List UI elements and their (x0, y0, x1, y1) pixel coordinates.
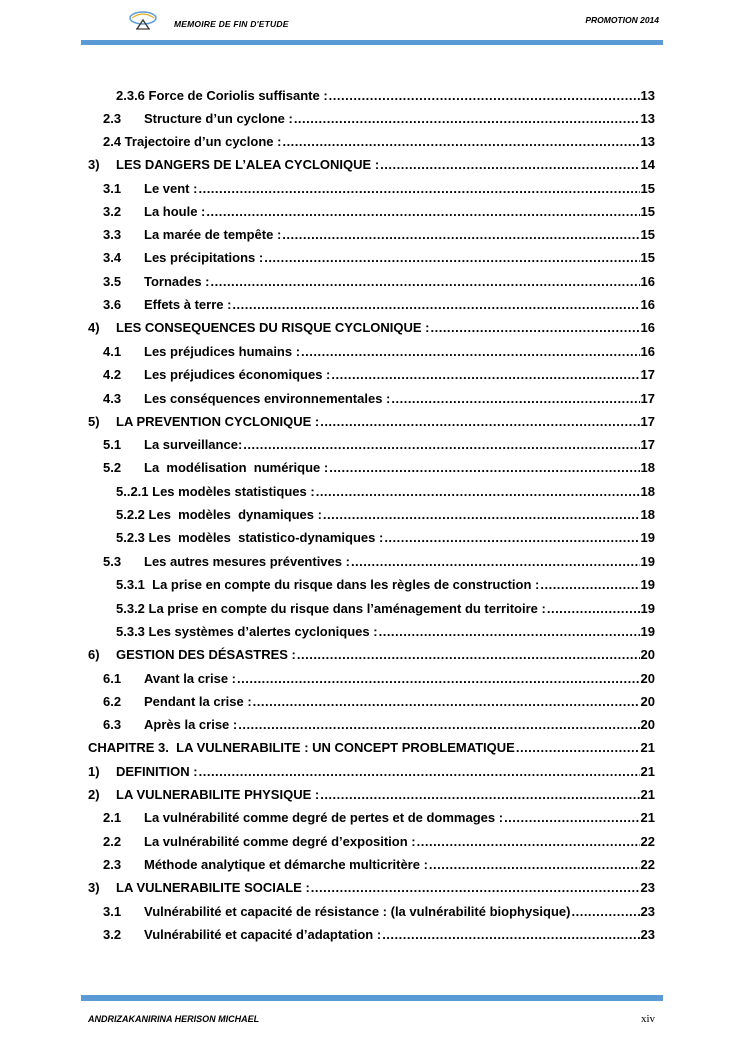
toc-entry-page: 21 (640, 764, 655, 779)
toc-entry-page: 13 (640, 88, 655, 103)
toc-entry-leader-dots (238, 715, 639, 735)
toc-entry-page: 15 (640, 250, 655, 265)
toc-entry-leader-dots (294, 109, 640, 129)
header-promotion: PROMOTION 2014 (585, 15, 659, 25)
toc-entry-leader-dots (199, 762, 640, 782)
toc-entry-title: 5.3.2 La prise en compte du risque dans l’aménagement du territoire : (116, 601, 546, 616)
toc-entry-page: 17 (640, 437, 655, 452)
toc-entry-page: 20 (640, 647, 655, 662)
toc-entry-title: 5..2.1 Les modèles statistiques : (116, 484, 315, 499)
toc-entry-leader-dots (297, 645, 640, 665)
toc-entry-page: 13 (640, 134, 655, 149)
toc-entry[interactable] (103, 458, 655, 478)
toc-entry-leader-dots (351, 552, 640, 572)
toc-entry-title: Les conséquences environnementales : (144, 391, 391, 406)
toc-entry-number: 3.6 (103, 297, 122, 312)
toc-entry-title: La vulnérabilité comme degré d’exposition : (144, 834, 416, 849)
toc-entry-leader-dots (320, 412, 639, 432)
toc-entry-leader-dots (331, 365, 639, 385)
toc-entry[interactable] (103, 272, 655, 292)
toc-entry-number: 5.3 (103, 554, 122, 569)
toc-entry-leader-dots (547, 599, 640, 619)
toc-entry-number: 4.1 (103, 344, 122, 359)
toc-entry[interactable] (103, 248, 655, 268)
toc-entry-number: 4) (88, 320, 100, 335)
toc-entry-leader-dots (301, 342, 639, 362)
toc-entry[interactable] (116, 86, 655, 106)
toc-entry-title: 5.3.3 Les systèmes d’alertes cycloniques : (116, 624, 378, 639)
toc-entry-page: 16 (640, 274, 655, 289)
toc-entry-page: 19 (640, 554, 655, 569)
toc-entry-title: La surveillance: (144, 437, 243, 452)
toc-entry-number: 3) (88, 880, 100, 895)
toc-entry-page: 22 (640, 857, 655, 872)
toc-entry-page: 17 (640, 414, 655, 429)
toc-entry-title: GESTION DES DÉSASTRES : (116, 647, 296, 662)
toc-entry-leader-dots (384, 528, 639, 548)
toc-entry[interactable] (103, 925, 655, 945)
footer-divider (81, 995, 663, 1001)
toc-entry-leader-dots (429, 855, 640, 875)
toc-entry-page: 23 (640, 904, 655, 919)
toc-entry-page: 18 (640, 460, 655, 475)
toc-entry-page: 21 (640, 810, 655, 825)
toc-entry-page: 20 (640, 671, 655, 686)
toc-entry-number: 3.2 (103, 927, 122, 942)
toc-entry-page: 15 (640, 227, 655, 242)
toc-entry-leader-dots (329, 86, 640, 106)
toc-entry[interactable] (103, 855, 655, 875)
toc-entry-title: LES DANGERS DE L’ALEA CYCLONIQUE : (116, 157, 380, 172)
toc-entry[interactable] (88, 412, 655, 432)
toc-entry-page: 22 (640, 834, 655, 849)
toc-entry[interactable] (103, 715, 655, 735)
toc-entry-number: 3.5 (103, 274, 122, 289)
toc-entry-page: 13 (640, 111, 655, 126)
toc-entry-page: 14 (640, 157, 655, 172)
toc-entry-title: Vulnérabilité et capacité d’adaptation : (144, 927, 382, 942)
toc-entry-number: 3) (88, 157, 100, 172)
toc-entry-title: CHAPITRE 3. LA VULNERABILITE : UN CONCEPT PROBLEMATIQUE (88, 740, 515, 755)
toc-entry-number: 2.1 (103, 810, 122, 825)
toc-entry[interactable] (116, 505, 655, 525)
toc-entry-page: 15 (640, 204, 655, 219)
toc-entry-title: LA VULNERABILITE PHYSIQUE : (116, 787, 320, 802)
toc-entry-title: Après la crise : (144, 717, 238, 732)
toc-entry-page: 19 (640, 530, 655, 545)
toc-entry[interactable] (116, 482, 655, 502)
toc-entry-number: 3.3 (103, 227, 122, 242)
toc-entry-leader-dots (382, 925, 639, 945)
toc-entry-leader-dots (311, 878, 640, 898)
toc-entry-number: 6) (88, 647, 100, 662)
toc-entry-title: Pendant la crise : (144, 694, 252, 709)
toc-entry-title: Avant la crise : (144, 671, 237, 686)
toc-entry-title: Les préjudices humains : (144, 344, 301, 359)
toc-entry-number: 2.3 (103, 857, 122, 872)
toc-entry-number: 2.3 (103, 111, 122, 126)
toc-entry-number: 1) (88, 764, 100, 779)
toc-entry-title: La marée de tempête : (144, 227, 282, 242)
toc-entry-leader-dots (232, 295, 639, 315)
toc-entry-leader-dots (323, 505, 640, 525)
toc-entry[interactable] (88, 645, 655, 665)
toc-entry[interactable] (103, 832, 655, 852)
footer-page-number: xiv (640, 1013, 655, 1025)
toc-entry-number: 2.2 (103, 834, 122, 849)
toc-entry-page: 17 (640, 391, 655, 406)
toc-entry[interactable] (103, 202, 655, 222)
toc-entry-leader-dots (211, 272, 640, 292)
toc-entry-leader-dots (379, 622, 640, 642)
toc-entry[interactable] (88, 785, 655, 805)
toc-entry-title: Le vent : (144, 181, 198, 196)
toc-entry[interactable] (88, 878, 655, 898)
toc-entry-title: LES CONSEQUENCES DU RISQUE CYCLONIQUE : (116, 320, 430, 335)
university-logo-icon (128, 9, 158, 31)
toc-entry-title: La vulnérabilité comme degré de pertes et de dommages : (144, 810, 504, 825)
toc-entry-leader-dots (391, 389, 639, 409)
toc-entry-leader-dots (198, 179, 639, 199)
toc-entry-title: Vulnérabilité et capacité de résistance : (la vulnérabilité biophysique) (144, 904, 571, 919)
toc-entry-page: 20 (640, 694, 655, 709)
toc-entry-title: 5.2.2 Les modèles dynamiques : (116, 507, 322, 522)
toc-entry-page: 15 (640, 181, 655, 196)
toc-entry-number: 3.1 (103, 181, 122, 196)
toc-entry-number: 5.2 (103, 460, 122, 475)
toc-entry-title: Les autres mesures préventives : (144, 554, 350, 569)
toc-entry-page: 23 (640, 880, 655, 895)
toc-entry[interactable] (103, 225, 655, 245)
toc-entry-number: 3.2 (103, 204, 122, 219)
toc-entry-page: 20 (640, 717, 655, 732)
toc-entry-title: Les préjudices économiques : (144, 367, 331, 382)
toc-entry-title: La modélisation numérique : (144, 460, 329, 475)
toc-entry[interactable] (103, 109, 655, 129)
toc-entry[interactable] (103, 389, 655, 409)
toc-entry[interactable] (88, 762, 655, 782)
toc-entry-page: 21 (640, 740, 655, 755)
toc-entry-number: 3.4 (103, 250, 122, 265)
toc-entry-leader-dots (540, 575, 639, 595)
toc-entry-title: LA PREVENTION CYCLONIQUE : (116, 414, 320, 429)
toc-entry-leader-dots (516, 738, 640, 758)
toc-entry-page: 19 (640, 624, 655, 639)
footer-author: ANDRIZAKANIRINA HERISON MICHAEL (88, 1014, 260, 1024)
toc-entry[interactable] (103, 435, 655, 455)
toc-entry-page: 16 (640, 320, 655, 335)
toc-entry-title: La houle : (144, 204, 206, 219)
toc-entry-leader-dots (282, 225, 639, 245)
toc-entry-page: 18 (640, 507, 655, 522)
toc-entry-title: Structure d’un cyclone : (144, 111, 293, 126)
toc-entry[interactable] (103, 692, 655, 712)
toc-entry[interactable] (116, 622, 655, 642)
header-title: MEMOIRE DE FIN D'ETUDE (174, 19, 289, 29)
toc-entry[interactable] (116, 599, 655, 619)
toc-entry[interactable] (103, 132, 655, 152)
toc-entry-page: 16 (640, 297, 655, 312)
toc-entry-leader-dots (571, 902, 639, 922)
toc-entry-title: LA VULNERABILITE SOCIALE : (116, 880, 310, 895)
toc-entry-leader-dots (253, 692, 640, 712)
toc-entry-leader-dots (380, 155, 639, 175)
toc-entry-leader-dots (243, 435, 639, 455)
toc-entry-leader-dots (417, 832, 640, 852)
toc-entry-page: 23 (640, 927, 655, 942)
toc-entry-leader-dots (320, 785, 639, 805)
toc-entry[interactable] (88, 318, 655, 338)
toc-entry-page: 16 (640, 344, 655, 359)
toc-entry-leader-dots (206, 202, 639, 222)
toc-entry-leader-dots (264, 248, 639, 268)
toc-entry[interactable] (88, 738, 655, 758)
toc-entry[interactable] (103, 552, 655, 572)
header-divider (81, 40, 663, 45)
toc-entry-leader-dots (504, 808, 639, 828)
toc-entry[interactable] (103, 342, 655, 362)
toc-entry-number: 5) (88, 414, 100, 429)
toc-entry[interactable] (103, 902, 655, 922)
toc-entry-title: 5.3.1 La prise en compte du risque dans les règles de construction : (116, 577, 540, 592)
toc-entry[interactable] (103, 179, 655, 199)
toc-entry-title: 2.4 Trajectoire d’un cyclone : (103, 134, 282, 149)
toc-entry-number: 6.2 (103, 694, 122, 709)
toc-entry-page: 19 (640, 577, 655, 592)
toc-entry-number: 5.1 (103, 437, 122, 452)
toc-entry-title: Méthode analytique et démarche multicritère : (144, 857, 428, 872)
toc-entry-page: 18 (640, 484, 655, 499)
toc-entry-number: 4.3 (103, 391, 122, 406)
toc-entry-number: 2) (88, 787, 100, 802)
toc-entry-title: 5.2.3 Les modèles statistico-dynamiques : (116, 530, 384, 545)
toc-entry[interactable] (116, 575, 655, 595)
toc-entry-number: 6.3 (103, 717, 122, 732)
toc-entry[interactable] (103, 669, 655, 689)
toc-entry-title: Effets à terre : (144, 297, 232, 312)
toc-entry-leader-dots (282, 132, 639, 152)
toc-entry-page: 17 (640, 367, 655, 382)
toc-entry[interactable] (103, 808, 655, 828)
toc-entry-title: Tornades : (144, 274, 210, 289)
toc-entry-title: 2.3.6 Force de Coriolis suffisante : (116, 88, 328, 103)
toc-entry-leader-dots (237, 669, 640, 689)
toc-entry[interactable] (103, 365, 655, 385)
toc-entry-leader-dots (430, 318, 639, 338)
toc-entry-title: Les précipitations : (144, 250, 264, 265)
toc-entry[interactable] (116, 528, 655, 548)
toc-entry-leader-dots (329, 458, 639, 478)
toc-entry-number: 6.1 (103, 671, 122, 686)
toc-entry-number: 4.2 (103, 367, 122, 382)
toc-entry-page: 21 (640, 787, 655, 802)
toc-entry[interactable] (103, 295, 655, 315)
toc-entry-number: 3.1 (103, 904, 122, 919)
toc-entry-title: DEFINITION : (116, 764, 198, 779)
toc-entry[interactable] (88, 155, 655, 175)
toc-entry-page: 19 (640, 601, 655, 616)
toc-entry-leader-dots (316, 482, 640, 502)
